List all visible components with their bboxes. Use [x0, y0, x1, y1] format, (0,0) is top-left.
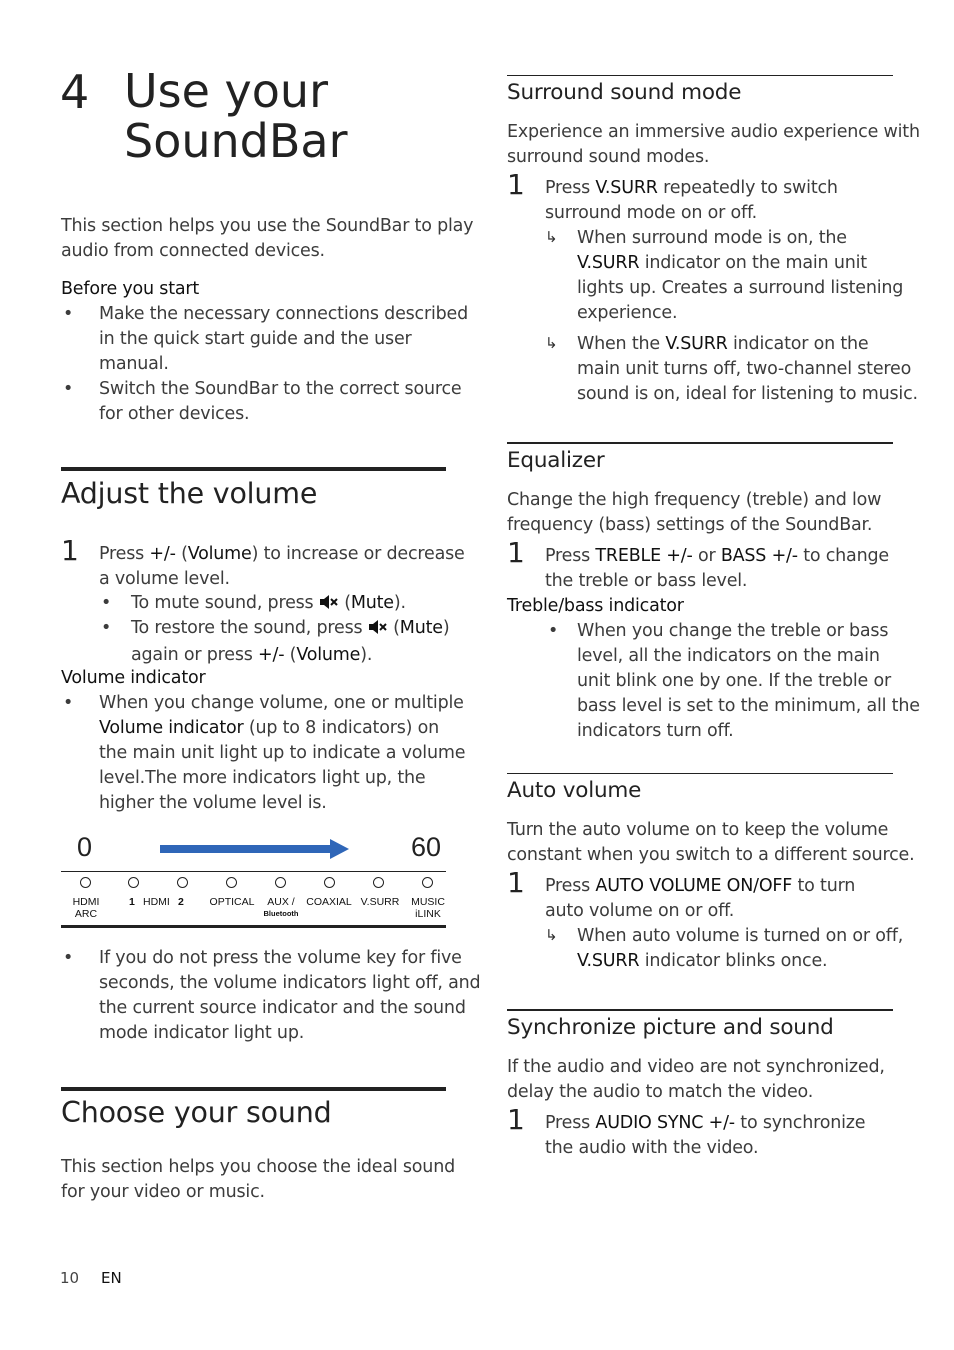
label-hdmi-2: 2 [178, 896, 184, 908]
bullet-line: Make the necessary connections described [99, 304, 469, 324]
section-rule [61, 467, 446, 471]
treble-bass-heading: Treble/bass indicator [507, 596, 684, 616]
bullet-line: When you change volume, one or multiple [99, 693, 464, 713]
label-aux-bluetooth: AUX / Bluetooth [263, 896, 299, 918]
bullet-line: mode indicator light up. [99, 1023, 305, 1043]
equalizer-desc: Change the high frequency (treble) and low frequency (bass) settings of the SoundBar. [507, 490, 882, 535]
indicator-led [422, 877, 433, 888]
before-bullet-marker: • [63, 304, 74, 324]
bullet-marker: • [63, 948, 74, 968]
mute-icon [368, 618, 388, 643]
bullet-line: Switch the SoundBar to the correct source [99, 379, 462, 399]
diagram-top-rule [61, 871, 446, 872]
subsection-rule [507, 1009, 893, 1011]
bullet-marker: • [101, 618, 112, 638]
chapter-title [124, 66, 348, 166]
label-hdmi-arc: HDMI ARC [72, 896, 100, 920]
choose-section-title: Choose your sound [61, 1096, 332, 1129]
indicator-led [275, 877, 286, 888]
before-bullet-marker: • [63, 379, 74, 399]
mute-icon [319, 593, 339, 618]
surround-title: Surround sound mode [507, 80, 742, 105]
result-arrow-icon: ↳ [545, 228, 558, 246]
subsection-rule [507, 773, 893, 774]
auto-volume-step-1: Press AUTO VOLUME ON/OFF to turn auto volume on or off. [545, 876, 856, 921]
indicator-led [177, 877, 188, 888]
step-number: 1 [507, 866, 525, 899]
bullet-marker: • [101, 593, 112, 613]
indicator-led [128, 877, 139, 888]
bullet-line: for other devices. [99, 404, 250, 424]
step-number: 1 [61, 534, 79, 567]
surround-desc: Experience an immersive audio experience with surround sound modes. [507, 122, 920, 167]
step-line: a volume level. [99, 569, 230, 589]
auto-volume-desc: Turn the auto volume on to keep the volume constant when you switch to a different source. [507, 820, 915, 865]
volume-indicator-bullet [99, 691, 465, 816]
surround-result-2: When the V.SURR indicator on the main unit turns off, two-channel stereo sound is on, ideal for listening to music. [577, 334, 918, 404]
label-vsurr: V.SURR [360, 896, 400, 908]
volume-scale-arrow [160, 839, 350, 863]
step-number: 1 [507, 536, 525, 569]
volume-indicator-heading: Volume indicator [61, 668, 206, 688]
label-music-ilink: MUSIC iLINK [411, 896, 445, 920]
auto-volume-result: When auto volume is turned on or off, V.SURR indicator blinks once. [577, 926, 904, 971]
intro-line: This section helps you use the SoundBar to play [61, 216, 474, 236]
bullet-marker: • [548, 621, 559, 641]
bullet-line: higher the volume level is. [99, 793, 327, 813]
bullet-line: manual. [99, 354, 169, 374]
bullet-line: seconds, the volume indicators light off, and [99, 973, 481, 993]
result-arrow-icon: ↳ [545, 926, 558, 944]
chapter-title-line1: Use your [124, 64, 328, 118]
auto-volume-title: Auto volume [507, 778, 642, 803]
mute-instruction: To mute sound, press (Mute). [131, 591, 406, 618]
result-arrow-icon: ↳ [545, 334, 558, 352]
step-line: Press +/- (Volume) to increase or decrease [99, 544, 465, 564]
sync-step-1: Press AUDIO SYNC +/- to synchronize the audio with the video. [545, 1113, 866, 1158]
subsection-rule [507, 75, 893, 76]
volume-section-title: Adjust the volume [61, 477, 318, 510]
sync-title: Synchronize picture and sound [507, 1015, 834, 1040]
volume-step-1 [99, 542, 465, 592]
restore-instruction: To restore the sound, press (Mute) again or press +/- (Volume). [131, 618, 450, 665]
surround-result-1: When surround mode is on, the V.SURR indicator on the main unit lights up. Creates a surround listening experience. [577, 228, 904, 323]
intro-line: audio from connected devices. [61, 241, 325, 261]
page-number: 10 [60, 1269, 80, 1287]
equalizer-title: Equalizer [507, 448, 605, 473]
equalizer-step-1: Press TREBLE +/- or BASS +/- to change the treble or bass level. [545, 546, 889, 591]
bullet-line: level.The more indicators light up, the [99, 768, 426, 788]
volume-scale-min: 0 [77, 832, 93, 862]
choose-text: This section helps you choose the ideal sound for your video or music. [61, 1157, 455, 1202]
chapter-title-line2: SoundBar [124, 114, 348, 168]
volume-scale-max: 60 [411, 832, 442, 862]
chapter-number: 4 [60, 65, 90, 119]
sync-desc: If the audio and video are not synchronized, delay the audio to match the video. [507, 1057, 885, 1102]
subsection-rule [507, 442, 893, 444]
step-number: 1 [507, 168, 525, 201]
label-optical: OPTICAL [209, 896, 255, 908]
step-number: 1 [507, 1103, 525, 1136]
surround-step-1: Press V.SURR repeatedly to switch surround mode on or off. [545, 178, 838, 223]
bullet-line: in the quick start guide and the user [99, 329, 412, 349]
before-bullet-1 [99, 302, 468, 377]
intro-text [61, 214, 473, 264]
label-hdmi-1: 1 [129, 896, 135, 908]
indicator-led [226, 877, 237, 888]
treble-bass-bullet: When you change the treble or bass level, all the indicators on the main unit blink one by one. If the treble or bass level is set to the minimum, all the indicators turn off. [577, 621, 920, 741]
volume-timeout-bullet [99, 946, 480, 1046]
indicator-led [80, 877, 91, 888]
before-bullet-2 [99, 377, 461, 427]
label-coaxial: COAXIAL [306, 896, 352, 908]
before-heading: Before you start [61, 279, 200, 299]
indicator-led [373, 877, 384, 888]
diagram-bottom-rule [61, 925, 446, 928]
indicator-led [324, 877, 335, 888]
section-rule [61, 1087, 446, 1091]
language-code: EN [101, 1269, 122, 1287]
bullet-marker: • [63, 693, 74, 713]
bullet-line: If you do not press the volume key for five [99, 948, 462, 968]
bullet-line: the current source indicator and the sound [99, 998, 466, 1018]
label-hdmi: HDMI [143, 896, 170, 908]
bullet-line: the main unit light up to indicate a volume [99, 743, 466, 763]
bullet-line: Volume indicator (up to 8 indicators) on [99, 718, 440, 738]
